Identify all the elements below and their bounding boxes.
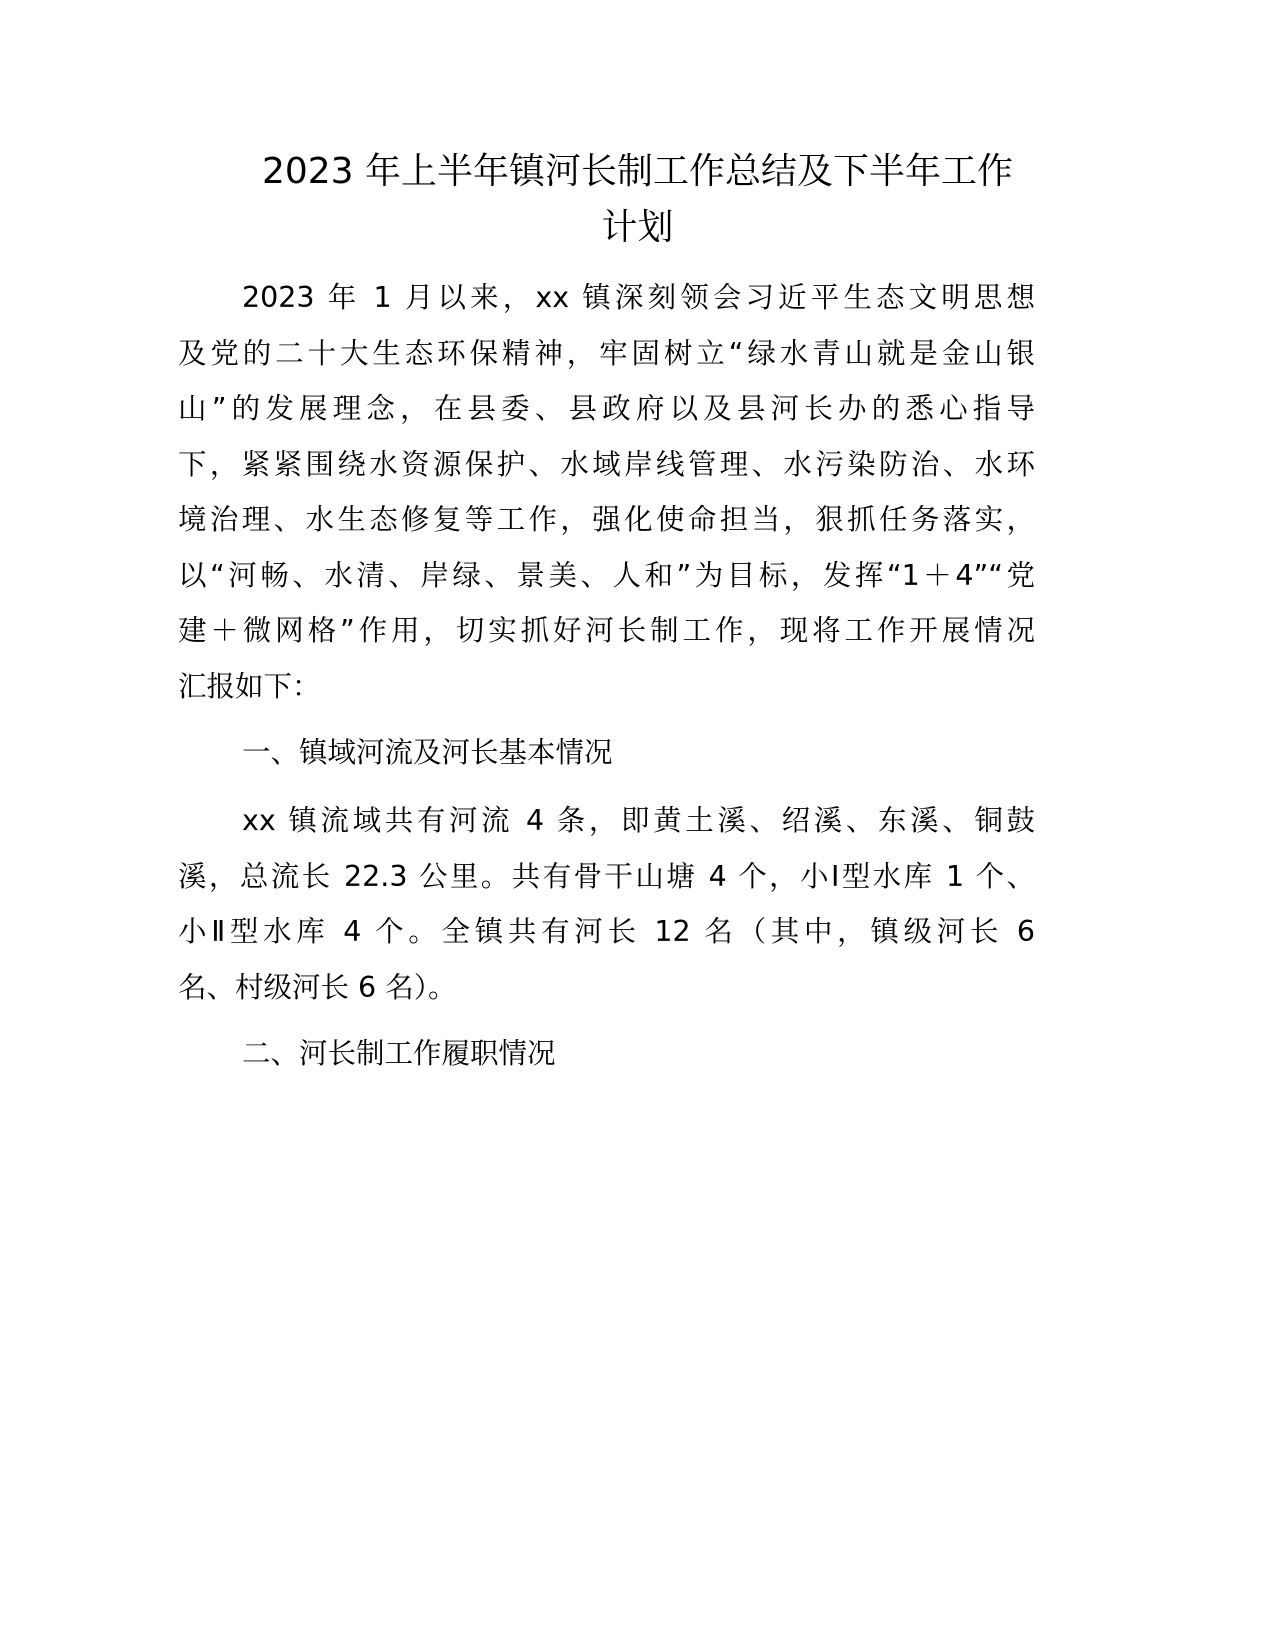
paragraph-line: 汇报如下： <box>178 669 321 703</box>
paragraph-line: xx 镇流域共有河流 4 条，即黄土溪、绍溪、东溪、铜鼓 <box>242 804 1035 837</box>
paragraph-line: 及党的二十大生态环保精神，牢固树立“绿水青山就是金山银 <box>178 336 1035 370</box>
intro-paragraph <box>178 270 1035 714</box>
section-heading-2 <box>178 1026 1035 1082</box>
paragraph-line: 以“河畅、水清、岸绿、景美、人和”为目标，发挥“1＋4”“党 <box>178 558 1035 592</box>
paragraph-line: 名、村级河长 6 名）。 <box>178 970 457 1004</box>
paragraph-line: 2023 年 1 月以来，xx 镇深刻领会习近平生态文明思想 <box>242 281 1035 314</box>
heading-text: 二、河长制工作履职情况 <box>242 1037 556 1070</box>
title-line: 计划 <box>601 207 674 248</box>
paragraph-line: 山”的发展理念，在县委、县政府以及县河长办的悉心指导 <box>178 392 1035 425</box>
paragraph-line: 建＋微网格”作用，切实抓好河长制工作，现将工作开展情况 <box>178 614 1035 647</box>
paragraph-line: 小Ⅱ型水库 4 个。全镇共有河长 12 名（其中，镇级河长 6 <box>178 915 1035 948</box>
heading-text: 一、镇域河流及河长基本情况 <box>242 736 613 769</box>
paragraph-line: 境治理、水生态修复等工作，强化使命担当，狠抓任务落实， <box>178 503 1035 536</box>
section1-paragraph <box>178 793 1035 1015</box>
paragraph-line: 溪，总流长 22.3 公里。共有骨干山塘 4 个，小Ⅰ型水库 1 个、 <box>178 859 1035 893</box>
title-line: 2023 年上半年镇河长制工作总结及下半年工作 <box>261 151 1014 192</box>
section-heading-1 <box>178 725 1035 781</box>
paragraph-line: 下，紧紧围绕水资源保护、水域岸线管理、水污染防治、水环 <box>178 447 1035 481</box>
